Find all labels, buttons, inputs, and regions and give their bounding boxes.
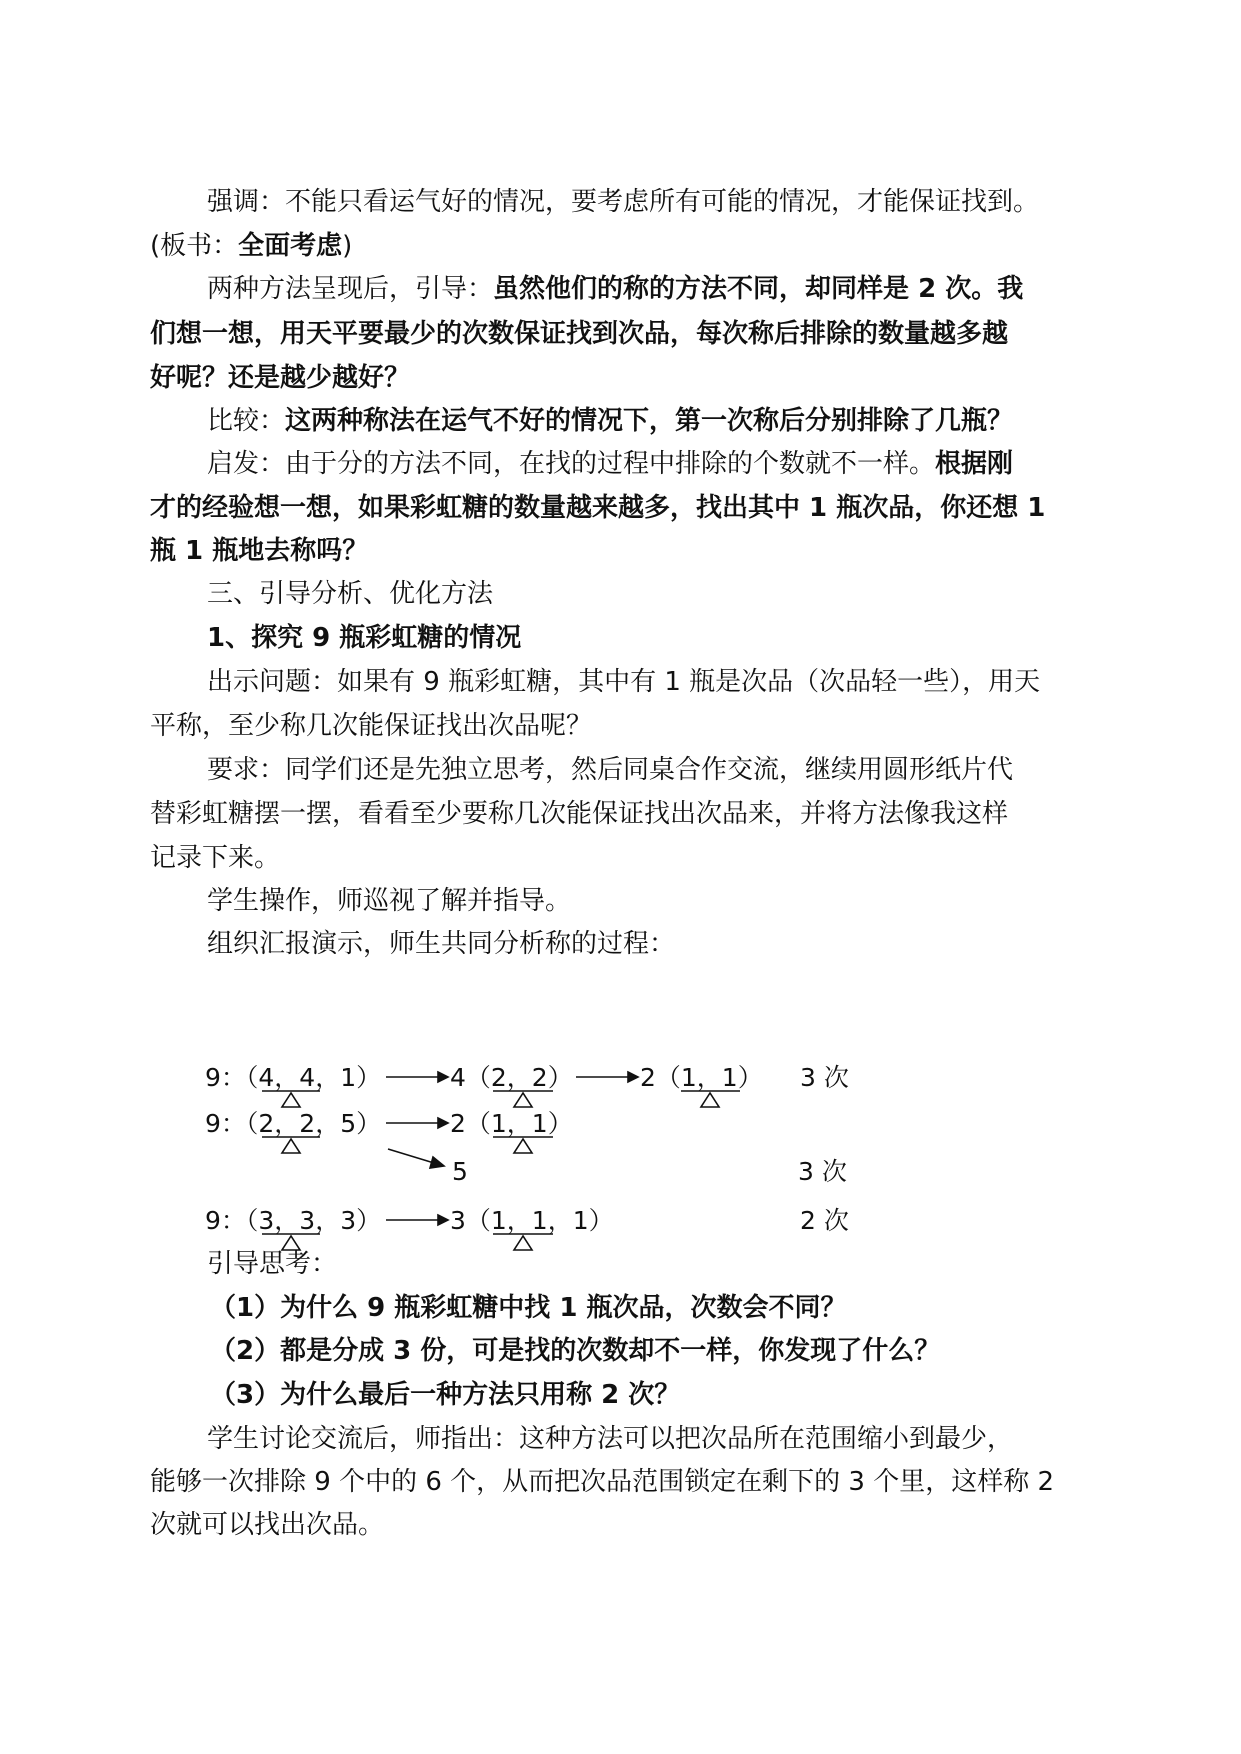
paragraph-conclusion-cont bbox=[150, 1464, 1130, 1500]
paragraph-thinking bbox=[207, 1246, 1127, 1282]
text-run: 替彩虹糖摆一摆，看看至少要称几次能保证找出次品来，并将方法像我这样 bbox=[150, 799, 1009, 829]
row1-end: 2（1，1） bbox=[640, 1063, 763, 1092]
bold-text-run: 虽然他们的称的方法不同，却同样是 2 次。我 bbox=[493, 274, 1024, 304]
balance-fulcrum bbox=[282, 1139, 300, 1153]
text-run: 出示问题：如果有 9 瓶彩虹糖，其中有 1 瓶是次品（次品轻一些），用天 bbox=[207, 667, 1041, 697]
text-run: ) bbox=[342, 231, 353, 261]
weighing-row-1 bbox=[205, 1063, 849, 1107]
row2-start: 9：（2，2，5） bbox=[205, 1109, 382, 1138]
text-run: 强调：不能只看运气好的情况，要考虑所有可能的情况，才能保证找到。 bbox=[207, 187, 1040, 217]
text-run: 比较： bbox=[207, 406, 286, 436]
question-2 bbox=[210, 1333, 1190, 1369]
weighing-row-3 bbox=[205, 1206, 849, 1250]
arrow-head bbox=[628, 1072, 638, 1082]
balance-fulcrum bbox=[514, 1093, 532, 1107]
bold-text-run: （2）都是分成 3 份，可是找的次数却不一样，你发现了什么？ bbox=[210, 1336, 941, 1366]
bold-text-run: 才的经验想一想，如果彩虹糖的数量越来越多，找出其中 1 瓶次品，你还想 1 bbox=[150, 493, 1046, 523]
text-run: 学生操作，师巡视了解并指导。 bbox=[207, 886, 572, 916]
text-run: 平称，至少称几次能保证找出次品呢？ bbox=[150, 711, 593, 741]
bold-text-run: 们想一想，用天平要最少的次数保证找到次品，每次称后排除的数量越多越 bbox=[150, 319, 1009, 349]
text-run: 两种方法呈现后，引导： bbox=[207, 274, 494, 304]
row1-mid: 4（2，2） bbox=[450, 1063, 573, 1092]
balance-fulcrum bbox=[701, 1093, 719, 1107]
text-run: 三、引导分析、优化方法 bbox=[207, 579, 494, 609]
balance-fulcrum bbox=[282, 1093, 300, 1107]
arrow-head bbox=[430, 1157, 444, 1168]
balance-fulcrum bbox=[514, 1139, 532, 1153]
bold-text-run: 这两种称法在运气不好的情况下，第一次称后分别排除了几瓶？ bbox=[285, 406, 1014, 436]
bold-text-run: （1）为什么 9 瓶彩虹糖中找 1 瓶次品，次数会不同？ bbox=[210, 1293, 847, 1323]
bold-text-run: 全面考虑 bbox=[238, 231, 343, 261]
text-run: 组织汇报演示，师生共同分析称的过程： bbox=[207, 929, 676, 959]
row2-count: 3 次 bbox=[798, 1157, 847, 1186]
arrow-head bbox=[438, 1072, 448, 1082]
text-run: 次就可以找出次品。 bbox=[150, 1510, 385, 1540]
row2-lower: 5 bbox=[452, 1157, 468, 1186]
paragraph-conclusion-cont bbox=[150, 1507, 1130, 1543]
text-run: 记录下来。 bbox=[150, 843, 281, 873]
bold-text-run: 1、探究 9 瓶彩虹糖的情况 bbox=[207, 623, 522, 653]
row3-mid: 3（1，1，1） bbox=[450, 1206, 614, 1235]
weighing-row-2 bbox=[205, 1109, 847, 1186]
arrow-head bbox=[438, 1215, 448, 1225]
row3-start: 9：（3，3，3） bbox=[205, 1206, 382, 1235]
bold-text-run: （3）为什么最后一种方法只用称 2 次？ bbox=[210, 1380, 681, 1410]
paragraph-conclusion bbox=[207, 1421, 1127, 1457]
row1-count: 3 次 bbox=[800, 1063, 849, 1092]
row3-count: 2 次 bbox=[800, 1206, 849, 1235]
question-1 bbox=[210, 1290, 1190, 1326]
text-run: (板书： bbox=[150, 231, 239, 261]
bold-text-run: 好呢？还是越少越好？ bbox=[150, 363, 411, 393]
question-3 bbox=[210, 1377, 1190, 1413]
text-run: 要求：同学们还是先独立思考，然后同桌合作交流，继续用圆形纸片代 bbox=[207, 755, 1014, 785]
arrow-head bbox=[438, 1118, 448, 1128]
diagonal-arrow bbox=[388, 1149, 434, 1163]
bold-text-run: 根据刚 bbox=[935, 449, 1014, 479]
text-run: 能够一次排除 9 个中的 6 个，从而把次品范围锁定在剩下的 3 个里，这样称 2 bbox=[150, 1467, 1055, 1497]
row1-start: 9：（4，4，1） bbox=[205, 1063, 382, 1092]
text-run: 引导思考： bbox=[207, 1249, 338, 1279]
bold-text-run: 瓶 1 瓶地去称吗？ bbox=[150, 536, 369, 566]
text-run: 学生讨论交流后，师指出：这种方法可以把次品所在范围缩小到最少， bbox=[207, 1424, 1014, 1454]
row2-upper: 2（1，1） bbox=[450, 1109, 573, 1138]
text-run: 启发：由于分的方法不同，在找的过程中排除的个数就不一样。 bbox=[207, 449, 936, 479]
